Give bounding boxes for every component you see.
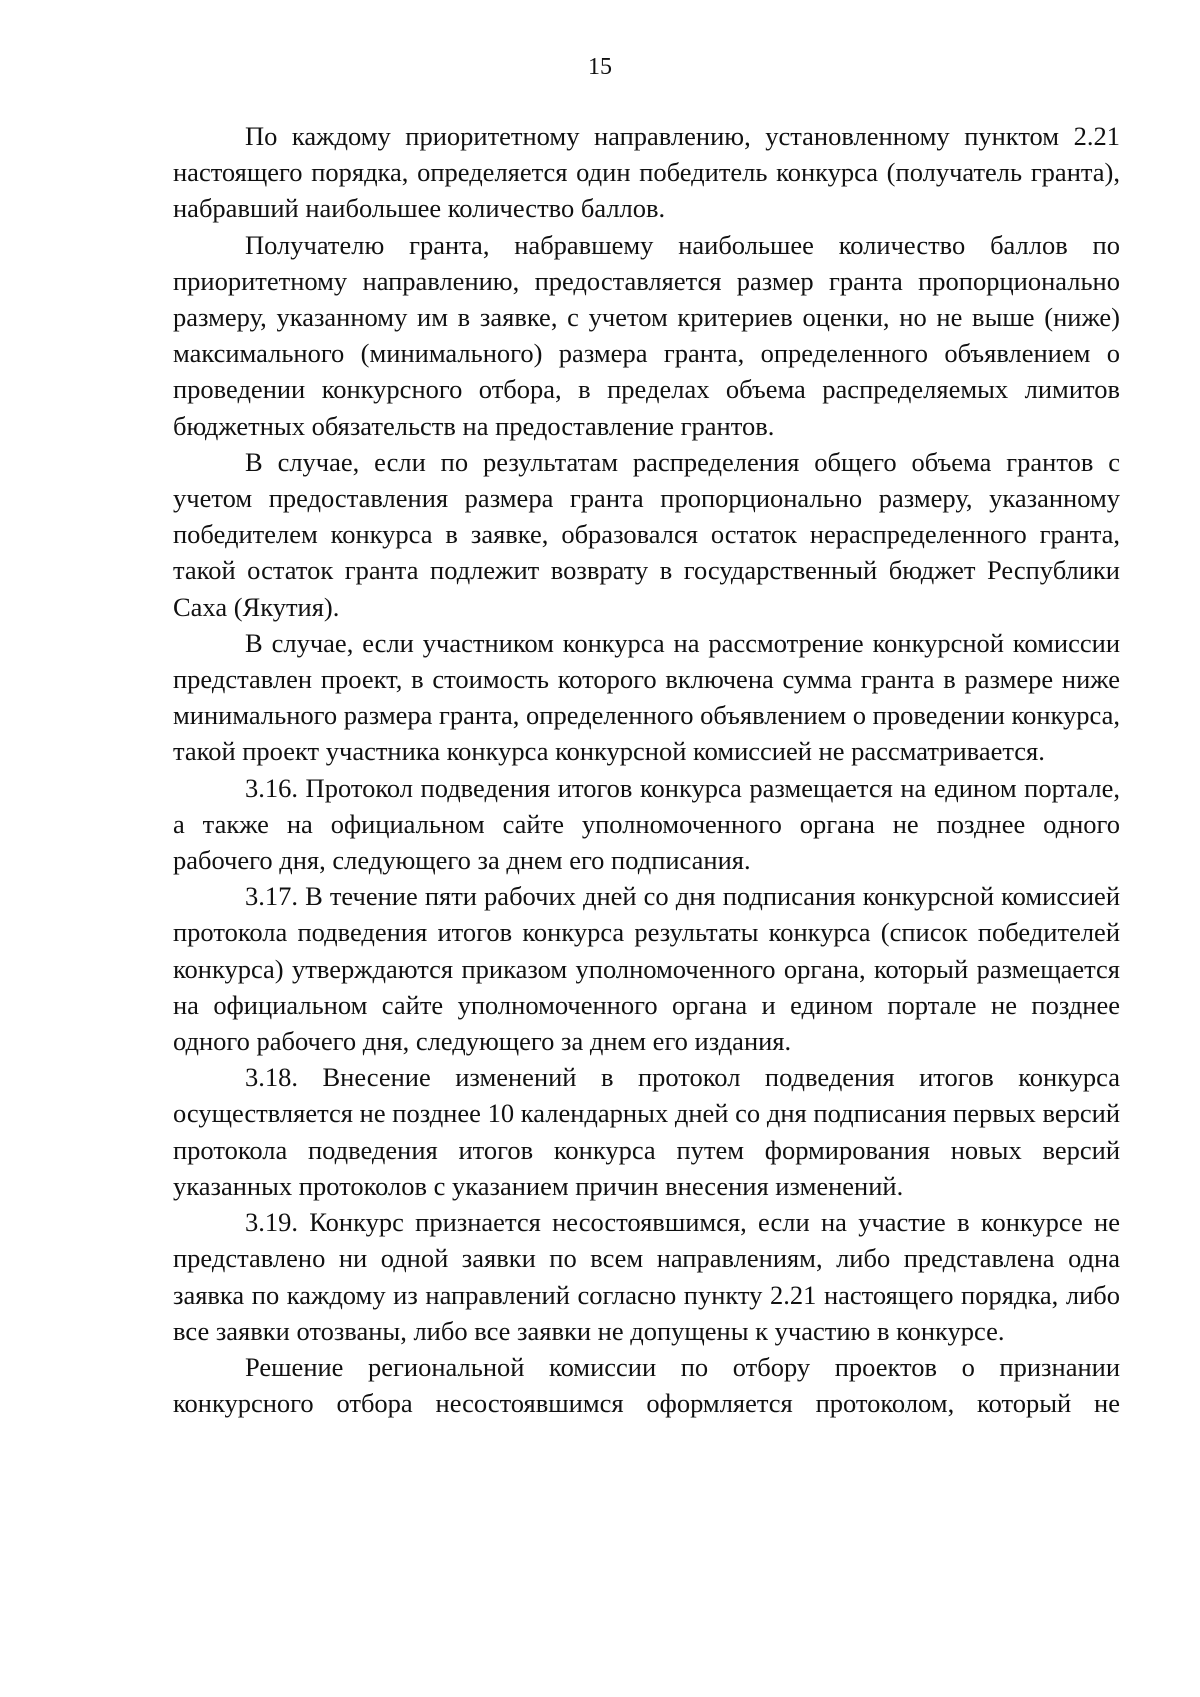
paragraph-commission-decision: Решение региональной комиссии по отбору проектов о признании конкурсного отбора несостоявшимся оформляется протоколом, который не bbox=[173, 1351, 1120, 1419]
paragraph-grant-size: Получателю гранта, набравшему наибольшее количество баллов по приоритетному направлению, предоставляется размер гранта пропорционально размеру, указанному им в заявке, с учетом критериев оценки, но не выше (ниже) максимального (минимального) размера гранта, определенного объявлением о проведении конкурсного отбора, в пределах объема распределяемых лимитов бюджетных обязательств на предоставление грантов. bbox=[173, 229, 1120, 441]
paragraph-3-16: 3.16. Протокол подведения итогов конкурса размещается на едином портале, а также на официальном сайте уполномоченного органа не позднее одного рабочего дня, следующего за днем его подписания. bbox=[173, 772, 1120, 876]
paragraph-below-minimum: В случае, если участником конкурса на рассмотрение конкурсной комиссии представлен проект, в стоимость которого включена сумма гранта в размере ниже минимального размера гранта, определенного объявлением о проведении конкурса, такой проект участника конкурса конкурсной комиссией не рассматривается. bbox=[173, 627, 1120, 767]
document-body bbox=[173, 118, 1120, 1421]
paragraph-winner-per-direction: По каждому приоритетному направлению, установленному пунктом 2.21 настоящего порядка, определяется один победитель конкурса (получатель гранта), набравший наибольшее количество баллов. bbox=[173, 121, 1120, 224]
paragraph-3-19: 3.19. Конкурс признается несостоявшимся, если на участие в конкурсе не представлено ни одной заявки по всем направлениям, либо представлена одна заявка по каждому из направлений согласно пункту 2.21 настоящего порядка, либо все заявки отозваны, либо все заявки не допущены к участию в конкурсе. bbox=[173, 1207, 1120, 1346]
paragraph-3-17: 3.17. В течение пяти рабочих дней со дня подписания конкурсной комиссией протокола подведения итогов конкурса результаты конкурса (список победителей конкурса) утверждаются приказом уполномоченного органа, который размещается на официальном сайте уполномоченного органа и едином портале не позднее одного рабочего дня, следующего за днем его издания. bbox=[173, 881, 1120, 1057]
paragraph-grant-remainder: В случае, если по результатам распределения общего объема грантов с учетом предоставления размера гранта пропорционально размеру, указанному победителем конкурса в заявке, образовался остаток нераспределенного гранта, такой остаток гранта подлежит возврату в государственный бюджет Республики Саха (Якутия). bbox=[173, 446, 1120, 622]
page-number: 15 bbox=[588, 54, 612, 80]
paragraph-3-18: 3.18. Внесение изменений в протокол подведения итогов конкурса осуществляется не позднее 10 календарных дней со дня подписания первых версий протокола подведения итогов конкурса путем формирования новых версий указанных протоколов с указанием причин внесения изменений. bbox=[173, 1062, 1120, 1201]
